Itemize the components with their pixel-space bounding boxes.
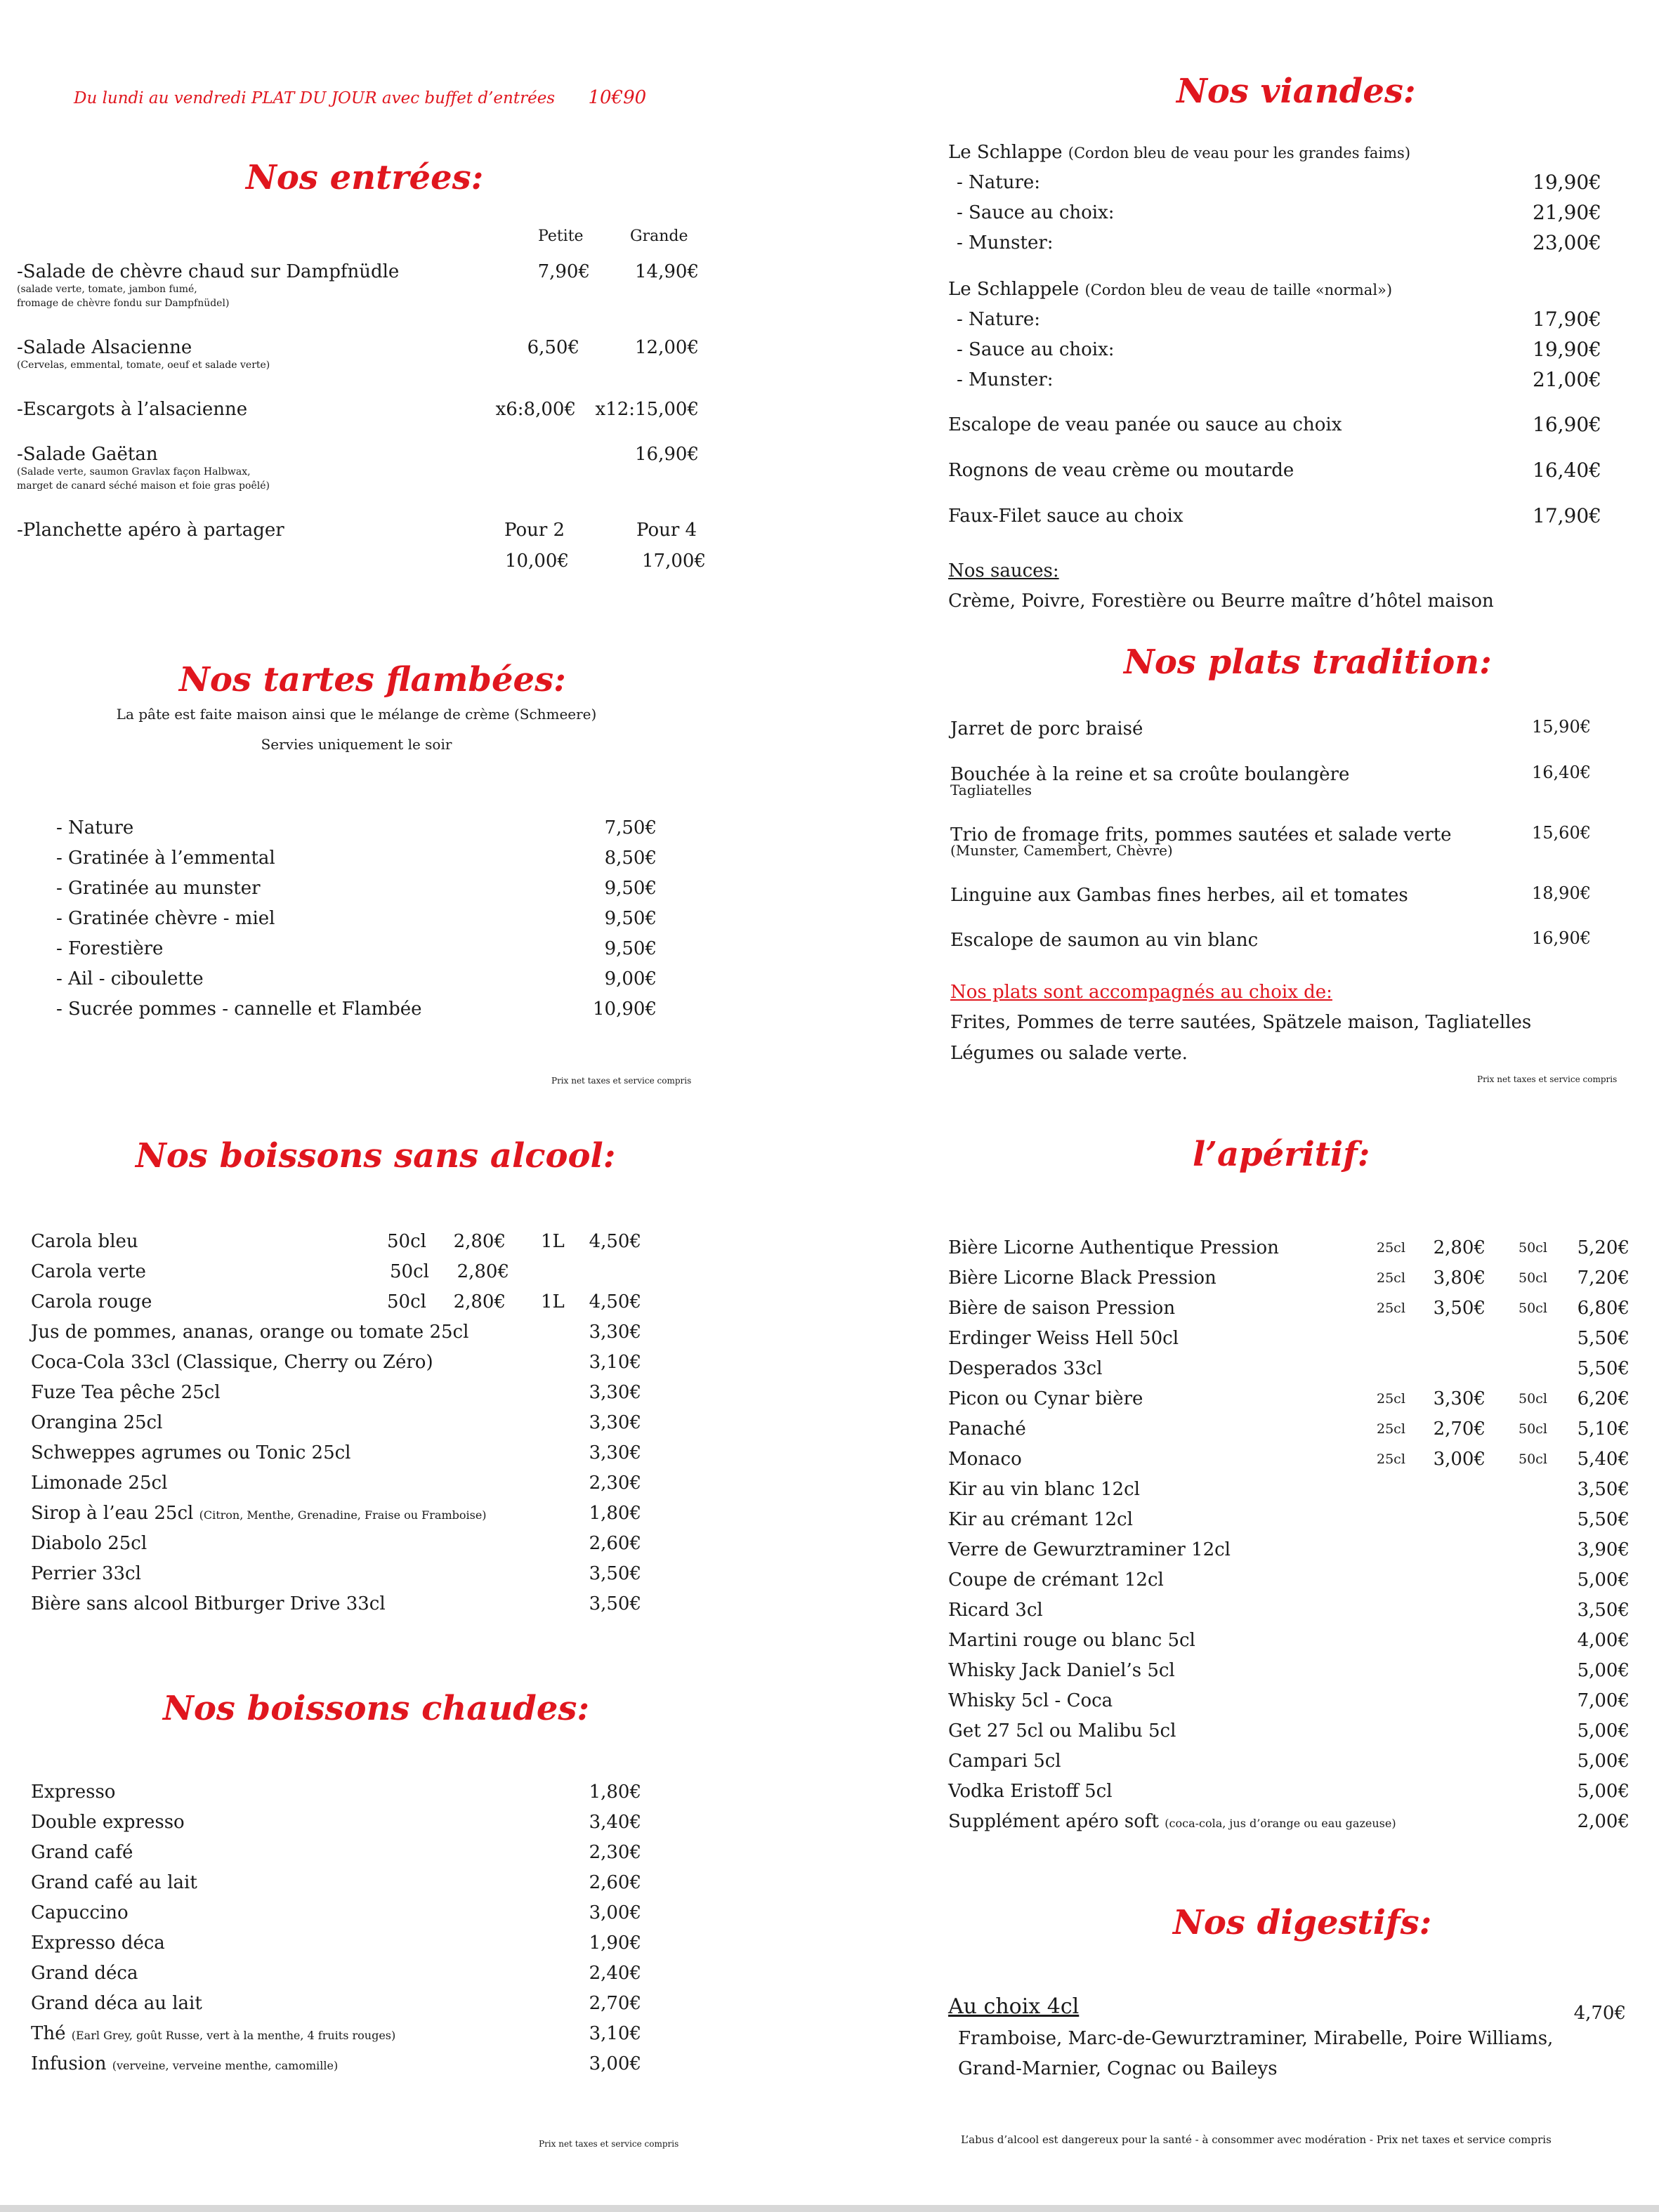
drink-name: Jus de pommes, ananas, orange ou tomate 25cl [31, 1322, 469, 1343]
viande-price: 19,90€ [1533, 171, 1601, 194]
schlappele-heading [948, 279, 1392, 300]
carola-price: 2,80€ [457, 1261, 509, 1282]
beer-price-large: 6,80€ [1577, 1298, 1630, 1319]
drink-name: Bière sans alcool Bitburger Drive 33cl [31, 1593, 386, 1614]
tradition-dish: Linguine aux Gambas fines herbes, ail et tomates [950, 885, 1408, 906]
drink-price: 1,80€ [589, 1503, 641, 1524]
aperitif-name: Whisky Jack Daniel’s 5cl [948, 1660, 1175, 1681]
viande-price: 17,90€ [1533, 504, 1601, 527]
hot-drink-name [31, 2053, 338, 2074]
drink-price: 2,60€ [589, 1533, 641, 1554]
hot-drink-price: 3,00€ [589, 1902, 641, 1923]
aperitif-name: Verre de Gewurztraminer 12cl [948, 1539, 1231, 1560]
hot-drink-name: Grand café au lait [31, 1872, 197, 1893]
hot-drink-price: 1,90€ [589, 1933, 641, 1954]
beer-price-large: 6,20€ [1577, 1388, 1630, 1409]
aperitif-name: Whisky 5cl - Coca [948, 1690, 1113, 1711]
drink-price: 3,30€ [589, 1322, 641, 1343]
beer-price-small: 2,80€ [1433, 1237, 1486, 1258]
carola-name: Carola verte [31, 1261, 146, 1282]
plat-du-jour-text: Du lundi au vendredi PLAT DU JOUR avec buffet d’entrées [74, 89, 556, 107]
schlappe-label: Le Schlappe [948, 142, 1063, 163]
beer-name: Erdinger Weiss Hell 50cl [948, 1328, 1179, 1349]
hot-drink-label: Thé [31, 2023, 66, 2044]
entree-pour2: Pour 2 [504, 520, 565, 541]
aperitif-note: (coca-cola, jus d’orange ou eau gazeuse) [1165, 1817, 1396, 1830]
beer-price-small: 2,70€ [1433, 1418, 1486, 1440]
viande-option: - Munster: [957, 369, 1054, 390]
drink-name: Schweppes agrumes ou Tonic 25cl [31, 1442, 351, 1463]
schlappele-note: (Cordon bleu de veau de taille «normal») [1084, 282, 1393, 298]
hot-drink-price: 2,30€ [589, 1842, 641, 1863]
aperitif-price: 5,00€ [1577, 1751, 1630, 1772]
tarte-name: - Ail - ciboulette [56, 968, 204, 989]
viande-dish: Rognons de veau crème ou moutarde [948, 460, 1294, 481]
drink-name: Orangina 25cl [31, 1412, 163, 1433]
beer-volume-small: 25cl [1377, 1301, 1405, 1316]
entree-price-grande: 16,90€ [635, 444, 699, 465]
carola-price: 2,80€ [453, 1291, 506, 1312]
viandes-title: Nos viandes: [1176, 72, 1416, 111]
digestif-choice: Au choix 4cl [948, 1994, 1080, 2019]
tradition-sub: Tagliatelles [950, 782, 1032, 798]
hot-drink-price: 3,00€ [589, 2053, 641, 2074]
aperitif-price: 5,00€ [1577, 1720, 1630, 1742]
drink-price: 3,30€ [589, 1412, 641, 1433]
carola-name: Carola bleu [31, 1231, 138, 1252]
beer-volume-small: 25cl [1377, 1391, 1405, 1407]
beer-price-large: 5,10€ [1577, 1418, 1630, 1440]
tradition-price: 15,60€ [1532, 823, 1591, 843]
entree-price-pour4: 17,00€ [642, 551, 706, 572]
beer-name: Monaco [948, 1449, 1022, 1470]
tartes-subtitle: Servies uniquement le soir [261, 736, 452, 753]
drink-price: 3,30€ [589, 1442, 641, 1463]
tarte-name: - Gratinée à l’emmental [56, 848, 275, 869]
accompagnement-text: Frites, Pommes de terre sautées, Spätzele maison, Tagliatelles [950, 1012, 1532, 1033]
tradition-price: 16,40€ [1532, 763, 1591, 782]
schlappe-note: (Cordon bleu de veau pour les grandes faims) [1068, 145, 1411, 162]
accompagnement-text: Légumes ou salade verte. [950, 1043, 1188, 1064]
aperitif-price: 4,00€ [1577, 1630, 1630, 1651]
drink-name [31, 1503, 487, 1524]
viande-dish: Faux-Filet sauce au choix [948, 506, 1183, 527]
beer-volume-large: 50cl [1519, 1270, 1547, 1286]
aperitif-name: Coupe de crémant 12cl [948, 1569, 1164, 1591]
hot-drink-name: Double expresso [31, 1812, 185, 1833]
chaudes-footer: Prix net taxes et service compris [539, 2139, 679, 2149]
beer-volume-small: 25cl [1377, 1270, 1405, 1286]
beer-name: Picon ou Cynar bière [948, 1388, 1143, 1409]
tradition-dish: Jarret de porc braisé [950, 718, 1143, 739]
tarte-price: 8,50€ [604, 848, 657, 869]
hot-drink-price: 2,70€ [589, 1993, 641, 2014]
beer-volume-large: 50cl [1519, 1240, 1547, 1256]
entree-name: -Salade Alsacienne [17, 337, 192, 358]
hot-drink-price: 1,80€ [589, 1782, 641, 1803]
tradition-footer: Prix net taxes et service compris [1477, 1074, 1618, 1084]
aperitif-name: Vodka Eristoff 5cl [948, 1781, 1113, 1802]
hot-drink-price: 2,40€ [589, 1963, 641, 1984]
drink-name: Perrier 33cl [31, 1563, 141, 1584]
hot-drink-name: Grand café [31, 1842, 133, 1863]
hot-drink-price: 2,60€ [589, 1872, 641, 1893]
tarte-price: 9,50€ [604, 938, 657, 959]
carola-volume: 1L [541, 1231, 565, 1252]
beer-price-large: 5,50€ [1577, 1328, 1630, 1349]
tarte-price: 9,50€ [604, 908, 657, 929]
beer-volume-small: 25cl [1377, 1240, 1405, 1256]
entree-desc: (Cervelas, emmental, tomate, oeuf et salade verte) [17, 360, 270, 371]
carola-volume: 50cl [390, 1261, 429, 1282]
beer-price-small: 3,80€ [1433, 1268, 1486, 1289]
tarte-price: 9,50€ [604, 878, 657, 899]
tarte-price: 9,00€ [604, 968, 657, 989]
hot-drink-note: (verveine, verveine menthe, camomille) [112, 2059, 339, 2072]
entree-name: -Escargots à l’alsacienne [17, 399, 248, 420]
tarte-name: - Gratinée chèvre - miel [56, 908, 275, 929]
entrees-col-petite: Petite [538, 228, 584, 245]
digestif-list: Grand-Marnier, Cognac ou Baileys [958, 2058, 1278, 2079]
tartes-title: Nos tartes flambées: [179, 660, 566, 699]
drink-price: 3,50€ [589, 1593, 641, 1614]
drink-name: Diabolo 25cl [31, 1533, 147, 1554]
schlappe-heading [948, 142, 1410, 163]
viande-option: - Nature: [957, 309, 1041, 330]
carola-price: 2,80€ [453, 1231, 506, 1252]
tarte-name: - Sucrée pommes - cannelle et Flambée [56, 999, 422, 1020]
beer-price-small: 3,50€ [1433, 1298, 1486, 1319]
hot-drink-name: Expresso déca [31, 1933, 165, 1954]
plat-du-jour-banner [74, 87, 646, 108]
accompagnement-label: Nos plats sont accompagnés au choix de: [950, 982, 1332, 1003]
drink-label: Sirop à l’eau 25cl [31, 1503, 194, 1524]
entree-price-pour2: 10,00€ [505, 551, 569, 572]
entree-name: -Planchette apéro à partager [17, 520, 284, 541]
digestif-price: 4,70€ [1573, 2003, 1626, 2024]
beer-name: Desperados 33cl [948, 1358, 1103, 1379]
sauces-text: Crème, Poivre, Forestière ou Beurre maître d’hôtel maison [948, 591, 1494, 612]
aperitif-price: 3,90€ [1577, 1539, 1630, 1560]
drink-name: Limonade 25cl [31, 1473, 168, 1494]
tradition-price: 15,90€ [1532, 717, 1591, 737]
sans-alcool-title: Nos boissons sans alcool: [136, 1136, 616, 1176]
viande-price: 21,90€ [1533, 201, 1601, 224]
entree-price-petite: 6,50€ [527, 337, 579, 358]
drink-price: 3,50€ [589, 1563, 641, 1584]
viande-option: - Sauce au choix: [957, 339, 1115, 360]
entree-price-petite: 7,90€ [537, 261, 590, 282]
drink-note: (Citron, Menthe, Grenadine, Fraise ou Framboise) [199, 1508, 487, 1522]
aperitif-name: Campari 5cl [948, 1751, 1061, 1772]
carola-price: 4,50€ [589, 1231, 641, 1252]
tradition-dish: Escalope de saumon au vin blanc [950, 930, 1259, 951]
carola-name: Carola rouge [31, 1291, 152, 1312]
plat-du-jour-price: 10€90 [588, 87, 647, 108]
hot-drink-name: Grand déca [31, 1963, 138, 1984]
viande-option: - Munster: [957, 232, 1054, 254]
beer-name: Bière Licorne Authentique Pression [948, 1237, 1279, 1258]
hot-drink-price: 3,40€ [589, 1812, 641, 1833]
hot-drink-name: Capuccino [31, 1902, 129, 1923]
aperitif-name: Get 27 5cl ou Malibu 5cl [948, 1720, 1176, 1742]
entree-desc: marget de canard séché maison et foie gras poêlé) [17, 480, 270, 492]
tradition-price: 16,90€ [1532, 928, 1591, 948]
aperitif-price: 7,00€ [1577, 1690, 1630, 1711]
entree-desc: (salade verte, tomate, jambon fumé, [17, 284, 197, 295]
tarte-name: - Forestière [56, 938, 164, 959]
tradition-sub: (Munster, Camembert, Chèvre) [950, 842, 1173, 859]
aperitif-name: Martini rouge ou blanc 5cl [948, 1630, 1195, 1651]
aperitif-name: Ricard 3cl [948, 1600, 1043, 1621]
entree-desc: fromage de chèvre fondu sur Dampfnüdel) [17, 298, 230, 309]
tradition-title: Nos plats tradition: [1124, 643, 1492, 682]
beer-name: Panaché [948, 1418, 1026, 1440]
aperitif-name [948, 1811, 1396, 1832]
aperitif-price: 3,50€ [1577, 1600, 1630, 1621]
beer-price-small: 3,00€ [1433, 1449, 1486, 1470]
alcool-warning-footer: L’abus d’alcool est dangereux pour la santé - à consommer avec modération - Prix net taxes et service compris [961, 2133, 1552, 2146]
entree-name: -Salade Gaëtan [17, 444, 158, 465]
viande-price: 16,90€ [1533, 413, 1601, 436]
carola-price: 4,50€ [589, 1291, 641, 1312]
entrees-title: Nos entrées: [246, 158, 484, 197]
viande-option: - Nature: [957, 172, 1041, 193]
carola-volume: 50cl [387, 1291, 426, 1312]
beer-price-large: 5,40€ [1577, 1449, 1630, 1470]
aperitif-price: 5,00€ [1577, 1660, 1630, 1681]
tartes-subtitle: La pâte est faite maison ainsi que le mélange de crème (Schmeere) [116, 706, 597, 723]
beer-name: Bière de saison Pression [948, 1298, 1176, 1319]
viande-price: 23,00€ [1533, 231, 1601, 254]
carola-volume: 50cl [387, 1231, 426, 1252]
aperitif-label: Supplément apéro soft [948, 1811, 1159, 1832]
entree-name: -Salade de chèvre chaud sur Dampfnüdle [17, 261, 400, 282]
viande-option: - Sauce au choix: [957, 202, 1115, 223]
drink-price: 3,30€ [589, 1382, 641, 1403]
aperitif-title: l’apéritif: [1193, 1135, 1370, 1174]
chaudes-title: Nos boissons chaudes: [163, 1689, 590, 1728]
viande-dish: Escalope de veau panée ou sauce au choix [948, 414, 1342, 435]
entree-price-grande: x12:15,00€ [595, 399, 699, 420]
viande-price: 21,00€ [1533, 368, 1601, 391]
tarte-price: 7,50€ [604, 817, 657, 838]
entree-price-petite: x6:8,00€ [495, 399, 576, 420]
carola-volume: 1L [541, 1291, 565, 1312]
tradition-dish: Bouchée à la reine et sa croûte boulangère [950, 764, 1350, 785]
entree-price-grande: 14,90€ [635, 261, 699, 282]
entree-desc: (Salade verte, saumon Gravlax façon Halbwax, [17, 466, 251, 478]
entrees-col-grande: Grande [630, 228, 688, 245]
beer-volume-large: 50cl [1519, 1451, 1547, 1467]
hot-drink-name: Expresso [31, 1782, 116, 1803]
beer-volume-large: 50cl [1519, 1391, 1547, 1407]
tarte-name: - Gratinée au munster [56, 878, 261, 899]
tarte-name: - Nature [56, 817, 134, 838]
digestif-list: Framboise, Marc-de-Gewurztraminer, Mirabelle, Poire Williams, [958, 2028, 1554, 2049]
hot-drink-note: (Earl Grey, goût Russe, vert à la menthe, 4 fruits rouges) [71, 2029, 396, 2042]
beer-volume-small: 25cl [1377, 1421, 1405, 1437]
aperitif-name: Kir au vin blanc 12cl [948, 1479, 1140, 1500]
drink-price: 2,30€ [589, 1473, 641, 1494]
schlappele-label: Le Schlappele [948, 279, 1080, 300]
aperitif-price: 5,50€ [1577, 1509, 1630, 1530]
hot-drink-label: Infusion [31, 2053, 107, 2074]
drink-name: Coca-Cola 33cl (Classique, Cherry ou Zéro) [31, 1352, 433, 1373]
entree-pour4: Pour 4 [636, 520, 697, 541]
drink-name: Fuze Tea pêche 25cl [31, 1382, 221, 1403]
tarte-price: 10,90€ [593, 999, 657, 1020]
page-bottom-edge [0, 2205, 1659, 2212]
hot-drink-name: Grand déca au lait [31, 1993, 202, 2014]
drink-price: 3,10€ [589, 1352, 641, 1373]
beer-name: Bière Licorne Black Pression [948, 1268, 1217, 1289]
hot-drink-price: 3,10€ [589, 2023, 641, 2044]
viande-price: 17,90€ [1533, 308, 1601, 331]
beer-price-large: 5,20€ [1577, 1237, 1630, 1258]
viande-price: 19,90€ [1533, 338, 1601, 361]
beer-volume-large: 50cl [1519, 1421, 1547, 1437]
hot-drink-name [31, 2023, 395, 2044]
beer-price-large: 7,20€ [1577, 1268, 1630, 1289]
tartes-footer: Prix net taxes et service compris [551, 1076, 692, 1086]
viande-price: 16,40€ [1533, 459, 1601, 482]
aperitif-price: 5,00€ [1577, 1781, 1630, 1802]
entree-price-grande: 12,00€ [635, 337, 699, 358]
beer-price-large: 5,50€ [1577, 1358, 1630, 1379]
aperitif-price: 3,50€ [1577, 1479, 1630, 1500]
aperitif-name: Kir au crémant 12cl [948, 1509, 1133, 1530]
beer-volume-large: 50cl [1519, 1301, 1547, 1316]
aperitif-price: 5,00€ [1577, 1569, 1630, 1591]
sauces-label: Nos sauces: [948, 560, 1059, 581]
beer-price-small: 3,30€ [1433, 1388, 1486, 1409]
digestifs-title: Nos digestifs: [1173, 1903, 1432, 1942]
tradition-price: 18,90€ [1532, 883, 1591, 903]
beer-volume-small: 25cl [1377, 1451, 1405, 1467]
tradition-dish: Trio de fromage frits, pommes sautées et salade verte [950, 824, 1452, 845]
aperitif-price: 2,00€ [1577, 1811, 1630, 1832]
